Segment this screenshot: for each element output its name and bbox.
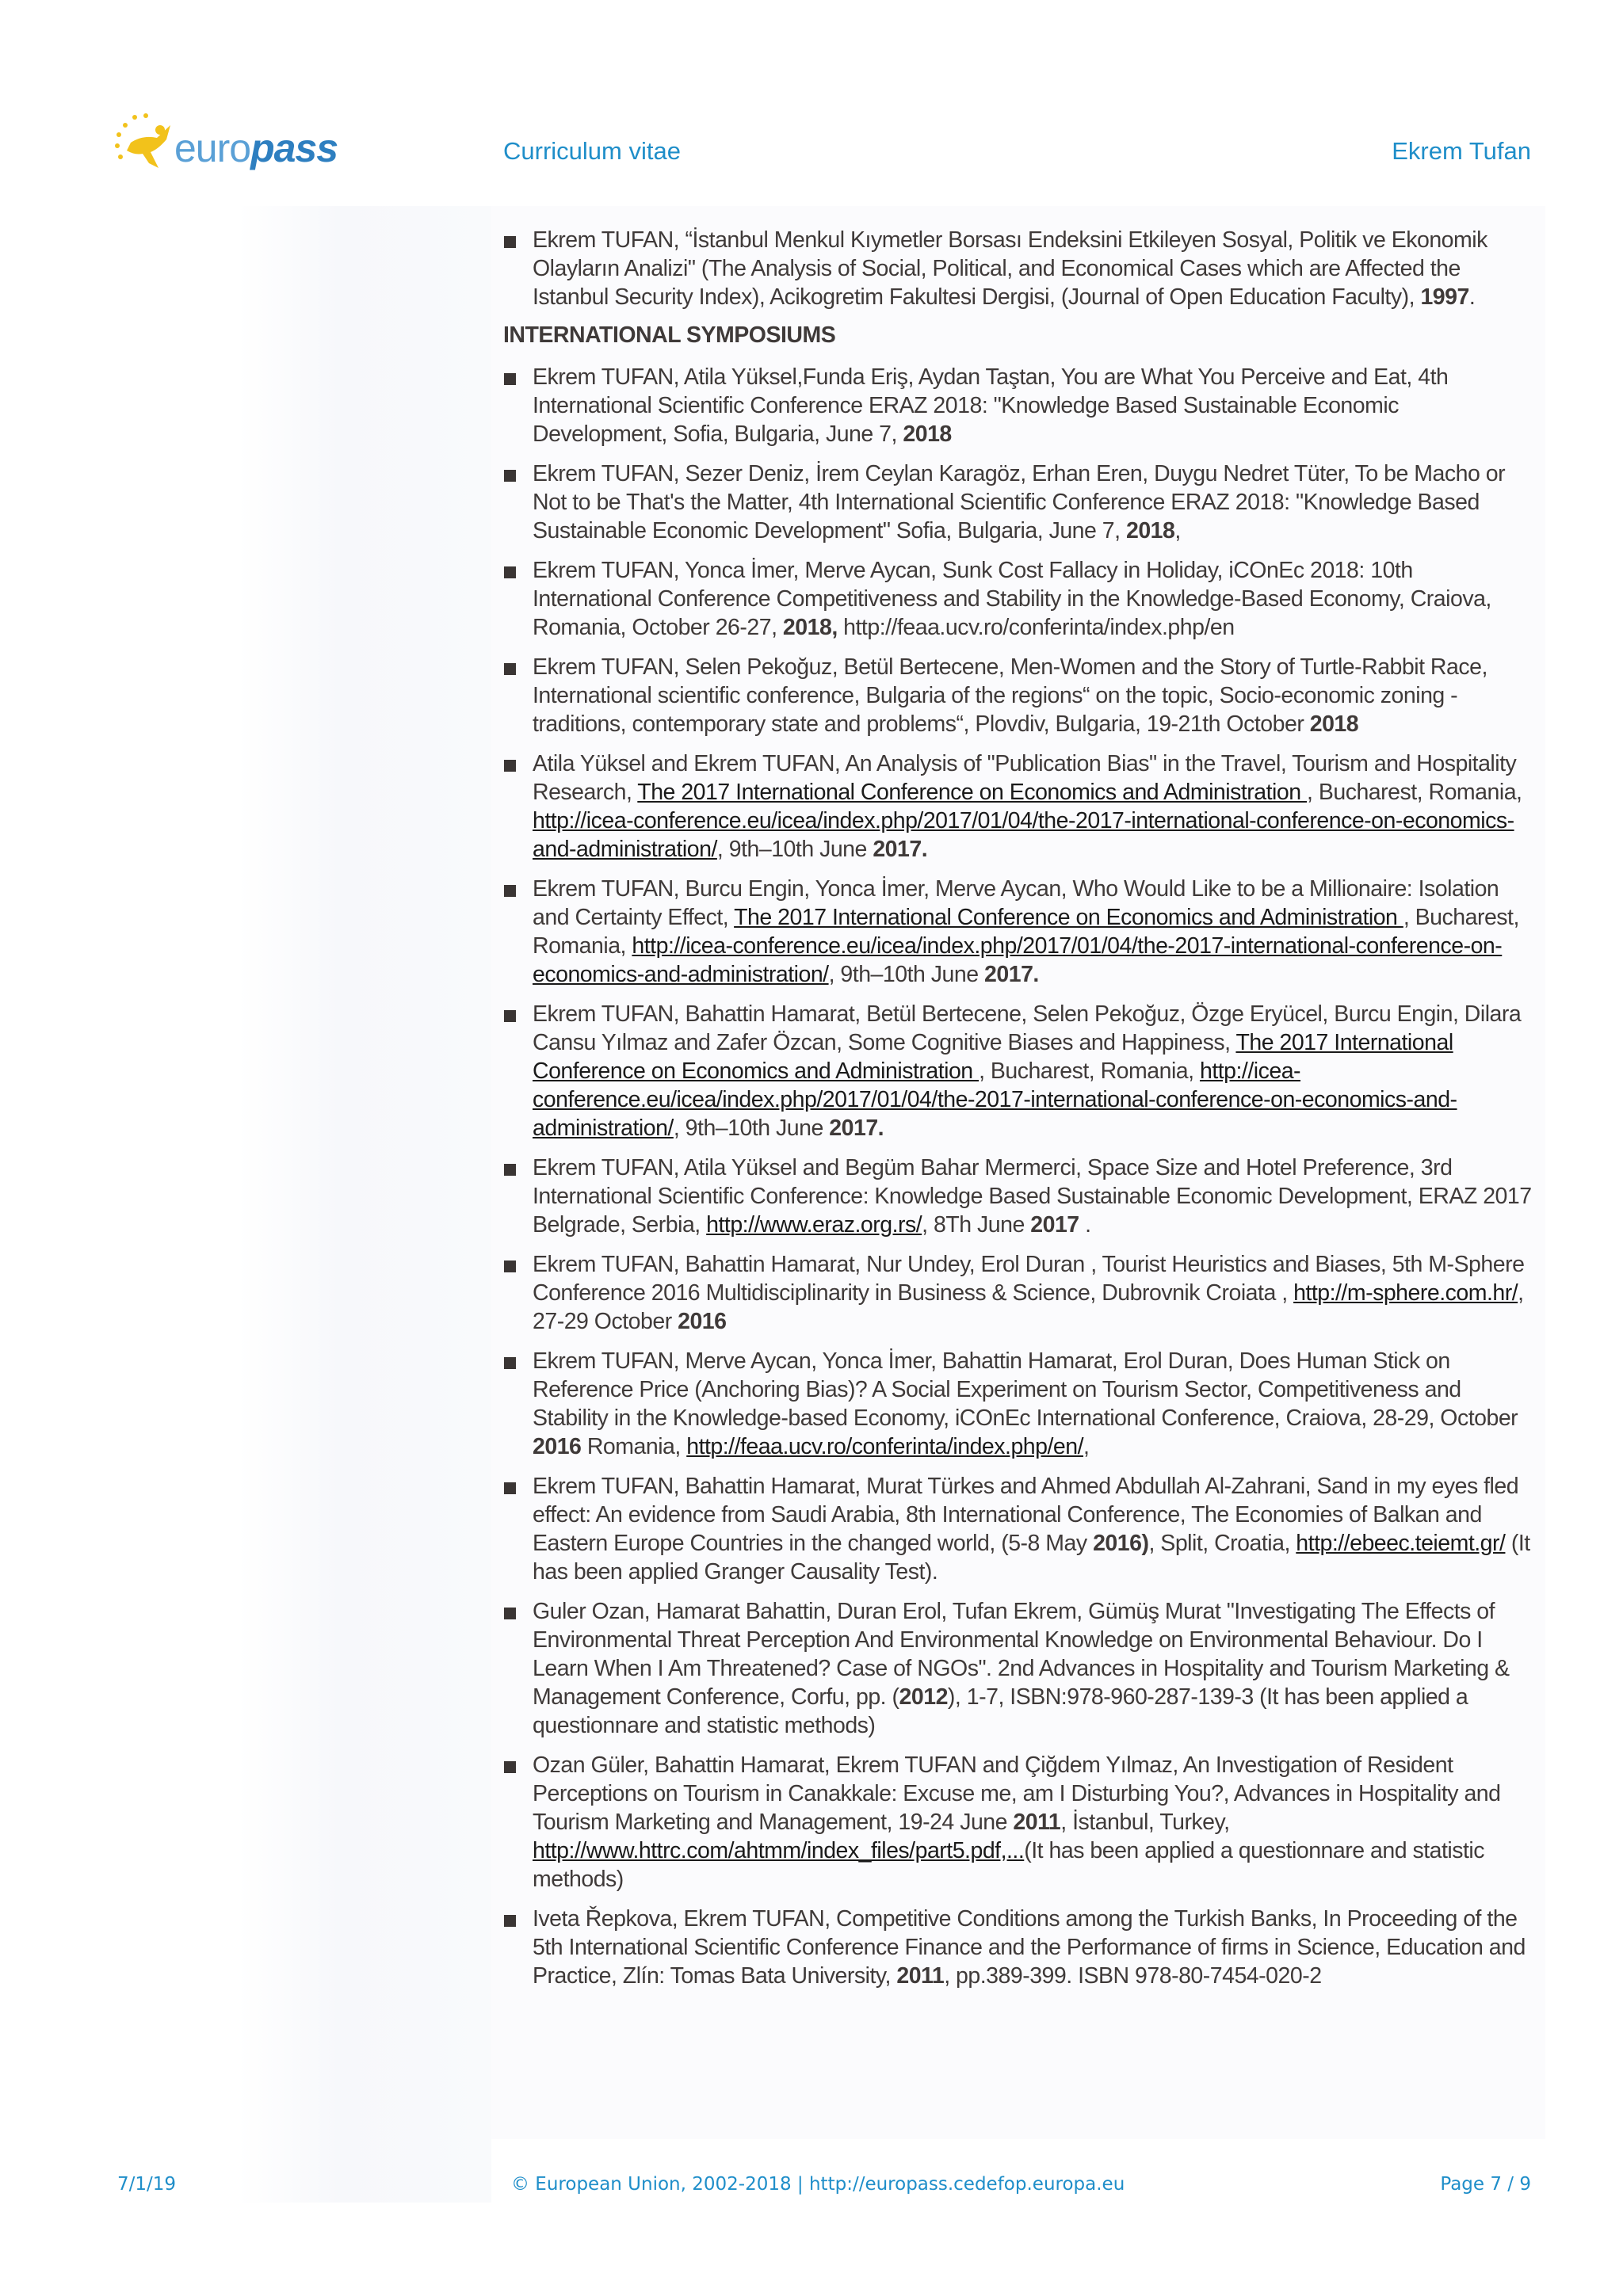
page-title: Curriculum vitae bbox=[503, 137, 681, 165]
list-item bbox=[503, 1000, 1533, 1142]
entry-text: Romania, bbox=[581, 1434, 687, 1459]
entry-text: , İstanbul, Turkey, bbox=[1060, 1810, 1230, 1835]
entry-text: Ekrem TUFAN, Atila Yüksel,Funda Eriş, Aydan Taştan, You are What You Perceive and Eat, 4th International Scientific Conference ERAZ 2018: "Knowledge Based Sustainable Economic Development, Sofia, Bulgaria, June 7, bbox=[533, 364, 1449, 447]
year-text: 2011 bbox=[896, 1963, 945, 1989]
list-item bbox=[503, 1597, 1533, 1740]
year-text: 2016) bbox=[1093, 1531, 1149, 1556]
footer-copyright: © European Union, 2002-2018 | http://europass.cedefop.europa.eu bbox=[511, 2174, 1125, 2195]
list-item bbox=[503, 556, 1533, 642]
europass-wordmark: europass bbox=[174, 126, 338, 170]
entry-text: , Bucharest, Romania, bbox=[533, 905, 1519, 959]
stars-figure-icon bbox=[111, 111, 182, 182]
link-text[interactable]: http://www.httrc.com/ahtmm/index_files/part5.pdf,... bbox=[533, 1838, 1025, 1863]
year-text: 2017. bbox=[829, 1116, 884, 1141]
entry-text: , 9th–10th June bbox=[673, 1116, 830, 1141]
footer-page-number: Page 7 / 9 bbox=[1440, 2174, 1531, 2195]
year-text: 2018 bbox=[903, 421, 952, 447]
section-heading-symposiums: INTERNATIONAL SYMPOSIUMS bbox=[503, 322, 836, 348]
list-item bbox=[503, 1347, 1533, 1461]
list-item bbox=[503, 1751, 1533, 1894]
footer-date: 7/1/19 bbox=[117, 2174, 177, 2195]
list-item bbox=[503, 1905, 1533, 1990]
entry-text: Ekrem TUFAN, Yonca İmer, Merve Aycan, Sunk Cost Fallacy in Holiday, iCOnEc 2018: 10th International Conference Competitiveness and Stability in the Knowledge-Based Economy, Craiova, Romania, October 26-27, bbox=[533, 558, 1491, 640]
entry-text: Ekrem TUFAN, “İstanbul Menkul Kıymetler Borsası Endeksini Etkileyen Sosyal, Politik ve Ekonomik Olayların Analizi" (The Analysis of Social, Political, and Economical Cases which are Affected the Istanbul Security Index), Acikogretim Fakultesi Dergisi, (Journal of Open Education Faculty), bbox=[533, 227, 1487, 310]
entry-text: , 27-29 October bbox=[533, 1280, 1524, 1334]
entry-text: ), 1-7, ISBN:978-960-287-139-3 (It has been applied a questionnare and statistic methods) bbox=[533, 1684, 1468, 1738]
entry-text: Ekrem TUFAN, Burcu Engin, Yonca İmer, Merve Aycan, Who Would Like to be a Millionaire: Isolation and Certainty Effect, bbox=[533, 876, 1499, 930]
link-text[interactable]: http://icea-conference.eu/icea/index.php/2017/01/04/the-2017-international-conference-on-economics-and-administration/ bbox=[533, 1058, 1457, 1141]
entry-text: http://feaa.ucv.ro/conferinta/index.php/en bbox=[837, 615, 1235, 640]
list-item bbox=[503, 875, 1533, 989]
entry-text: . bbox=[1079, 1212, 1091, 1238]
link-text[interactable]: The 2017 International Conference on Economics and Administration bbox=[734, 905, 1403, 930]
link-text[interactable]: The 2017 International Conference on Economics and Administration bbox=[637, 780, 1307, 805]
link-text[interactable]: http://ebeec.teiemt.gr/ bbox=[1296, 1531, 1506, 1556]
entry-text: , bbox=[1174, 518, 1181, 543]
entry-text: , Bucharest, Romania, bbox=[979, 1058, 1200, 1084]
person-name: Ekrem Tufan bbox=[1392, 137, 1531, 165]
europass-logo bbox=[111, 111, 349, 190]
entry-text: Ekrem TUFAN, Bahattin Hamarat, Murat Türkes and Ahmed Abdullah Al-Zahrani, Sand in my eyes fled effect: An evidence from Saudi Arabia, 8th International Conference, The Economies of Balkan and Eastern Europe Countries in the changed world, (5-8 May bbox=[533, 1474, 1519, 1556]
entry-text: , bbox=[1083, 1434, 1090, 1459]
link-text[interactable]: http://feaa.ucv.ro/conferinta/index.php/en/ bbox=[686, 1434, 1084, 1459]
symposiums-list bbox=[503, 363, 1533, 1990]
list-item bbox=[503, 749, 1533, 864]
year-text: 2012 bbox=[899, 1684, 948, 1710]
year-text: 2017. bbox=[984, 962, 1039, 987]
link-text[interactable]: http://m-sphere.com.hr/ bbox=[1293, 1280, 1518, 1306]
entry-text: . bbox=[1468, 284, 1476, 310]
year-text: 2011 bbox=[1013, 1810, 1061, 1835]
year-text: 2018 bbox=[1309, 711, 1359, 737]
year-text: 2017. bbox=[873, 837, 928, 862]
entry-text: , pp.389-399. ISBN 978-80-7454-020-2 bbox=[944, 1963, 1322, 1989]
entry-text: (It has been applied Granger Causality Test). bbox=[533, 1531, 1530, 1585]
entry-text: , 9th–10th June bbox=[828, 962, 985, 987]
list-item bbox=[503, 363, 1533, 448]
link-text[interactable]: http://icea-conference.eu/icea/index.php/2017/01/04/the-2017-international-conference-on-economics-and-administration/ bbox=[533, 933, 1503, 987]
link-text[interactable]: The 2017 International Conference on Economics and Administration bbox=[533, 1030, 1453, 1084]
year-text: 2018, bbox=[782, 615, 838, 640]
entry-text: Guler Ozan, Hamarat Bahattin, Duran Erol, Tufan Ekrem, Gümüş Murat "Investigating The Effects of Environmental Threat Perception And Environmental Knowledge on Environmental Behaviour. Do I Learn When I Am Threatened? Case of NGOs". 2nd Advances in Hospitality and Tourism Marketing & Management Conference, Corfu, pp. ( bbox=[533, 1599, 1510, 1710]
entry-text: Atila Yüksel and Ekrem TUFAN, An Analysis of "Publication Bias" in the Travel, Tourism and Hospitality Research, bbox=[533, 751, 1517, 805]
list-item bbox=[503, 1250, 1533, 1336]
link-text[interactable]: http://www.eraz.org.rs/ bbox=[706, 1212, 922, 1238]
cv-content bbox=[503, 226, 1533, 2001]
entry-text: Iveta Řepkova, Ekrem TUFAN, Competitive Conditions among the Turkish Banks, In Proceeding of the 5th International Scientific Conference Finance and the Performance of firms in Science, Education and Practice, Zlín: Tomas Bata University, bbox=[533, 1906, 1526, 1989]
entry-text: (It has been applied a questionnare and statistic methods) bbox=[533, 1838, 1485, 1892]
entry-text: Ekrem TUFAN, Bahattin Hamarat, Nur Undey, Erol Duran , Tourist Heuristics and Biases, 5th M-Sphere Conference 2016 Multidisciplinarity in Business & Science, Dubrovnik Croiata , bbox=[533, 1252, 1525, 1306]
left-column-background bbox=[238, 206, 491, 2203]
year-text: 2017 bbox=[1030, 1212, 1079, 1238]
list-item bbox=[503, 1154, 1533, 1239]
entry-text: , Split, Croatia, bbox=[1148, 1531, 1296, 1556]
year-text: 2016 bbox=[678, 1309, 727, 1334]
publications-list bbox=[503, 226, 1533, 311]
entry-text: Ozan Güler, Bahattin Hamarat, Ekrem TUFAN and Çiğdem Yılmaz, An Investigation of Resident Perceptions on Tourism in Canakkale: Excuse me, am I Disturbing You?, Advances in Hospitality and Tourism Marketing and Management, 19-24 June bbox=[533, 1753, 1501, 1835]
year-text: 2018 bbox=[1125, 518, 1175, 543]
list-item bbox=[503, 653, 1533, 738]
entry-text: , Bucharest, Romania, bbox=[1307, 780, 1522, 805]
entry-text: , 9th–10th June bbox=[716, 837, 873, 862]
entry-text: , 8Th June bbox=[922, 1212, 1031, 1238]
list-item bbox=[503, 1472, 1533, 1586]
list-item bbox=[503, 226, 1533, 311]
link-text[interactable]: http://icea-conference.eu/icea/index.php/2017/01/04/the-2017-international-conference-on-economics-and-administration/ bbox=[533, 808, 1514, 862]
entry-text: Ekrem TUFAN, Bahattin Hamarat, Betül Bertecene, Selen Pekoğuz, Özge Eryücel, Burcu Engin, Dilara Cansu Yılmaz and Zafer Özcan, Some Cognitive Biases and Happiness, bbox=[533, 1001, 1522, 1055]
list-item bbox=[503, 460, 1533, 545]
year-text: 2016 bbox=[533, 1434, 582, 1459]
year-text: 1997 bbox=[1420, 284, 1469, 310]
entry-text: Ekrem TUFAN, Sezer Deniz, İrem Ceylan Karagöz, Erhan Eren, Duygu Nedret Tüter, To be Macho or Not to be That's the Matter, 4th International Scientific Conference ERAZ 2018: "Knowledge Based Sustainable Economic Development" Sofia, Bulgaria, June 7, bbox=[533, 461, 1506, 543]
entry-text: Ekrem TUFAN, Selen Pekoğuz, Betül Bertecene, Men-Women and the Story of Turtle-Rabbit Race, International scientific conference, Bulgaria of the regions“ on the topic, Socio-economic zoning - traditions, contemporary state and problems“, Plovdiv, Bulgaria, 19-21th October bbox=[533, 654, 1487, 737]
entry-text: Ekrem TUFAN, Atila Yüksel and Begüm Bahar Mermerci, Space Size and Hotel Preference, 3rd International Scientific Conference: Knowledge Based Sustainable Economic Development, ERAZ 2017 Belgrade, Serbia, bbox=[533, 1155, 1532, 1238]
entry-text: Ekrem TUFAN, Merve Aycan, Yonca İmer, Bahattin Hamarat, Erol Duran, Does Human Stick on Reference Price (Anchoring Bias)? A Social Experiment on Tourism Sector, Competitiveness and Stability in the Knowledge-based Economy, iCOnEc International Conference, Craiova, 28-29, October bbox=[533, 1348, 1518, 1431]
